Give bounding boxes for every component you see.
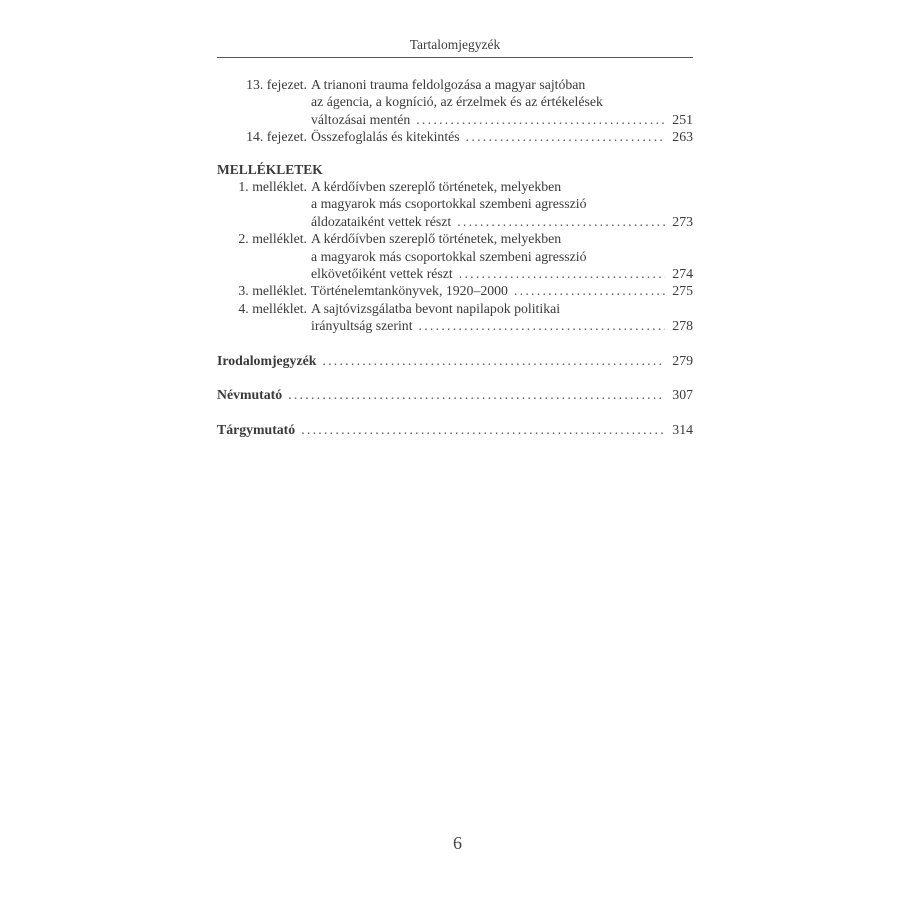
page-number: 307 bbox=[672, 387, 693, 403]
entry-title-line: A trianoni trauma feldolgozása a magyar sajtóban bbox=[311, 77, 586, 92]
entry-label: 1. melléklet. bbox=[238, 179, 307, 195]
entry-title: Irodalomjegyzék bbox=[217, 352, 317, 368]
dot-leader bbox=[416, 111, 665, 128]
page-number: 251 bbox=[672, 111, 693, 127]
toc-entry-chapter-14[interactable] bbox=[217, 128, 693, 145]
toc-entry-appendix-3[interactable] bbox=[217, 282, 693, 299]
running-head: Tartalomjegyzék bbox=[409, 37, 501, 52]
entry-title-line: Összefoglalás és kitekintés bbox=[311, 129, 460, 145]
entry-title-line: a magyarok más csoportokkal szembeni agresszió bbox=[311, 196, 587, 212]
dot-leader bbox=[288, 386, 665, 403]
page-number: 314 bbox=[672, 421, 693, 437]
entry-title-line: áldozataiként vettek részt bbox=[311, 213, 452, 229]
entry-title-line: A sajtóvizsgálatba bevont napilapok politikai bbox=[311, 300, 561, 316]
entry-title-line: Történelemtankönyvek, 1920–2000 bbox=[311, 283, 508, 299]
toc-entry-bibliography[interactable] bbox=[217, 352, 693, 369]
page-number: 273 bbox=[672, 213, 693, 229]
entry-title-line: a magyarok más csoportokkal szembeni agresszió bbox=[311, 248, 587, 264]
dot-leader bbox=[322, 352, 665, 369]
header-rule bbox=[217, 57, 693, 58]
page-number: 279 bbox=[672, 352, 693, 368]
dot-leader bbox=[514, 282, 665, 299]
toc-entry-appendix-1[interactable] bbox=[217, 178, 693, 230]
entry-label: 2. melléklet. bbox=[238, 231, 307, 247]
page-number: 275 bbox=[672, 283, 693, 299]
dot-leader bbox=[301, 421, 665, 438]
appendices-heading: MELLÉKLETEK bbox=[217, 161, 323, 177]
table-of-contents bbox=[217, 76, 693, 438]
entry-title-line: változásai mentén bbox=[311, 111, 411, 127]
toc-entry-appendix-4[interactable] bbox=[217, 300, 693, 335]
entry-title-line: elkövetőiként vettek részt bbox=[311, 266, 453, 282]
entry-label: 3. melléklet. bbox=[238, 283, 307, 299]
entry-title: Névmutató bbox=[217, 387, 283, 403]
entry-label: 13. fejezet. bbox=[246, 77, 307, 92]
entry-title-line: A kérdőívben szereplő történetek, melyekben bbox=[311, 231, 562, 247]
entry-title: Tárgymutató bbox=[217, 421, 296, 437]
entry-title-line: irányultság szerint bbox=[311, 318, 413, 334]
dot-leader bbox=[457, 213, 665, 230]
entry-label: 14. fejezet. bbox=[246, 129, 307, 145]
toc-entry-chapter-13[interactable] bbox=[217, 76, 693, 128]
page-folio: 6 bbox=[453, 833, 462, 853]
toc-entry-name-index[interactable] bbox=[217, 386, 693, 403]
toc-entry-subject-index[interactable] bbox=[217, 421, 693, 438]
toc-entry-appendix-2[interactable] bbox=[217, 230, 693, 282]
entry-label: 4. melléklet. bbox=[238, 300, 307, 316]
page-number: 274 bbox=[672, 266, 693, 282]
dot-leader bbox=[459, 265, 665, 282]
entry-title-line: az ágencia, a kogníció, az érzelmek és az értékelések bbox=[311, 94, 603, 110]
page-number: 263 bbox=[672, 129, 693, 145]
dot-leader bbox=[466, 128, 665, 145]
entry-title-line: A kérdőívben szereplő történetek, melyekben bbox=[311, 179, 562, 195]
dot-leader bbox=[419, 317, 665, 334]
page-number: 278 bbox=[672, 318, 693, 334]
